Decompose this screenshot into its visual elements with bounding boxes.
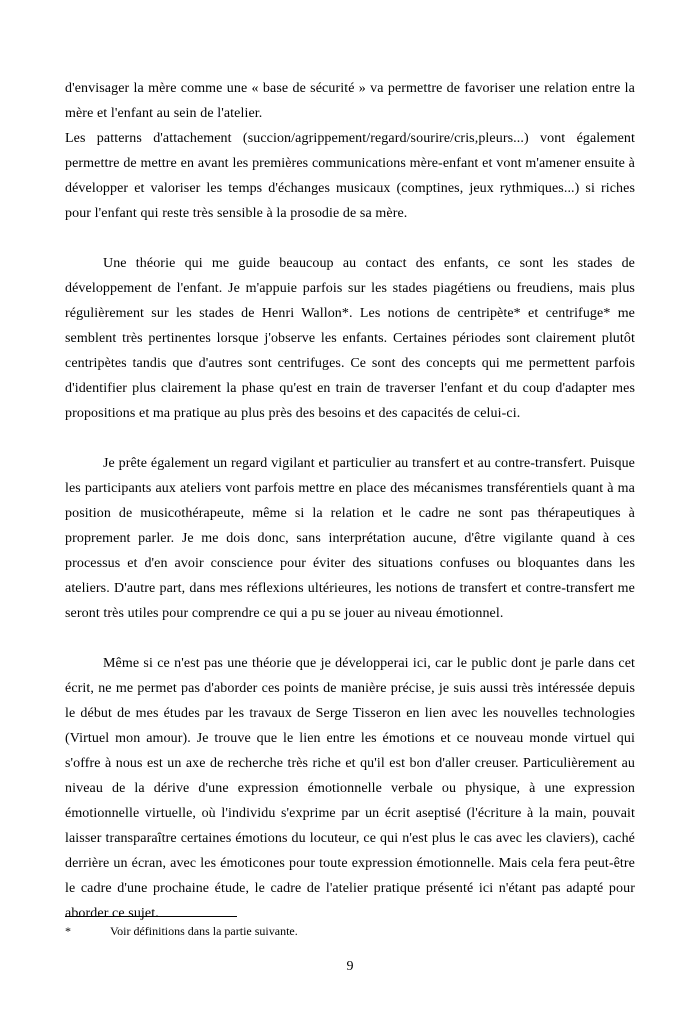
footnote-marker: * [65,924,71,938]
footnote-separator-rule [65,916,237,917]
footnote [65,916,635,939]
paragraph-continuation: d'envisager la mère comme une « base de sécurité » va permettre de favoriser une relation entre la mère et l'enfant au sein de l'atelier. [65,81,635,121]
footnote-text: Voir définitions dans la partie suivante. [110,924,298,938]
footnote-line [65,923,635,939]
paragraph-stades-developpement: Une théorie qui me guide beaucoup au contact des enfants, ce sont les stades de développement de l'enfant. Je m'appuie parfois sur les stades piagétiens ou freudiens, mais plus régulièrement sur les stades de Henri Wallon*. Les notions de centripète* et centrifuge* me semblent très pertinentes lorsque j'observe les enfants. Certaines périodes sont clairement plutôt centripètes tandis que d'autres sont centrifuges. Ce sont des concepts qui me permettent parfois d'identifier plus clairement la phase qu'est en train de traverser l'enfant et du coup d'adapter mes propositions et ma pratique au plus près des besoins et des capacités de celui-ci. [65,256,635,421]
paragraph-transfert: Je prête également un regard vigilant et particulier au transfert et au contre-transfert. Puisque les participants aux ateliers vont parfois mettre en place des mécanismes transférentiels quant à ma position de musicothérapeute, même si la relation et le cadre ne sont pas thérapeutiques à proprement parler. Je me dois donc, sans interprétation aucune, d'être vigilante quand à ces processus et d'en avoir conscience pour éviter des situations confuses ou bloquantes dans les ateliers. D'autre part, dans mes réflexions ultérieures, les notions de transfert et contre-transfert me seront très utiles pour comprendre ce qui a pu se jouer au niveau émotionnel. [65,456,635,621]
paragraph-nouvelles-technologies: Même si ce n'est pas une théorie que je développerai ici, car le public dont je parle dans cet écrit, ne me permet pas d'aborder ces points de manière précise, je suis aussi très intéressée depuis le début de mes études par les travaux de Serge Tisseron en lien avec les nouvelles technologies (Virtuel mon amour). Je trouve que le lien entre les émotions et ce nouveau monde virtuel qui s'offre à nous est un axe de recherche très riche et qu'il est bon d'aller creuser. Particulièrement au niveau de la dérive d'une expression émotionnelle verbale ou physique, à une expression émotionnelle virtuelle, où l'individu s'exprime par un écrit aseptisé (l'écriture à la main, pouvait laisser transparaître certaines émotions du locuteur, ce qui n'est plus le cas avec les claviers), caché derrière un écran, avec les émoticones pour toute expression émotionnelle. Mais cela fera peut-être le cadre d'une prochaine étude, le cadre de l'atelier pratique présenté ici n'étant pas adapté pour aborder ce sujet. [65,656,635,921]
page-body-text [65,76,635,926]
paragraph-patterns-attachement: Les patterns d'attachement (succion/agrippement/regard/sourire/cris,pleurs...) vont également permettre de mettre en avant les premières communications mère-enfant et vont m'amener ensuite à développer et valoriser les temps d'échanges musicaux (comptines, jeux rythmiques...) si riches pour l'enfant qui reste très sensible à la prosodie de sa mère. [65,131,635,221]
page-number: 9 [346,959,354,974]
